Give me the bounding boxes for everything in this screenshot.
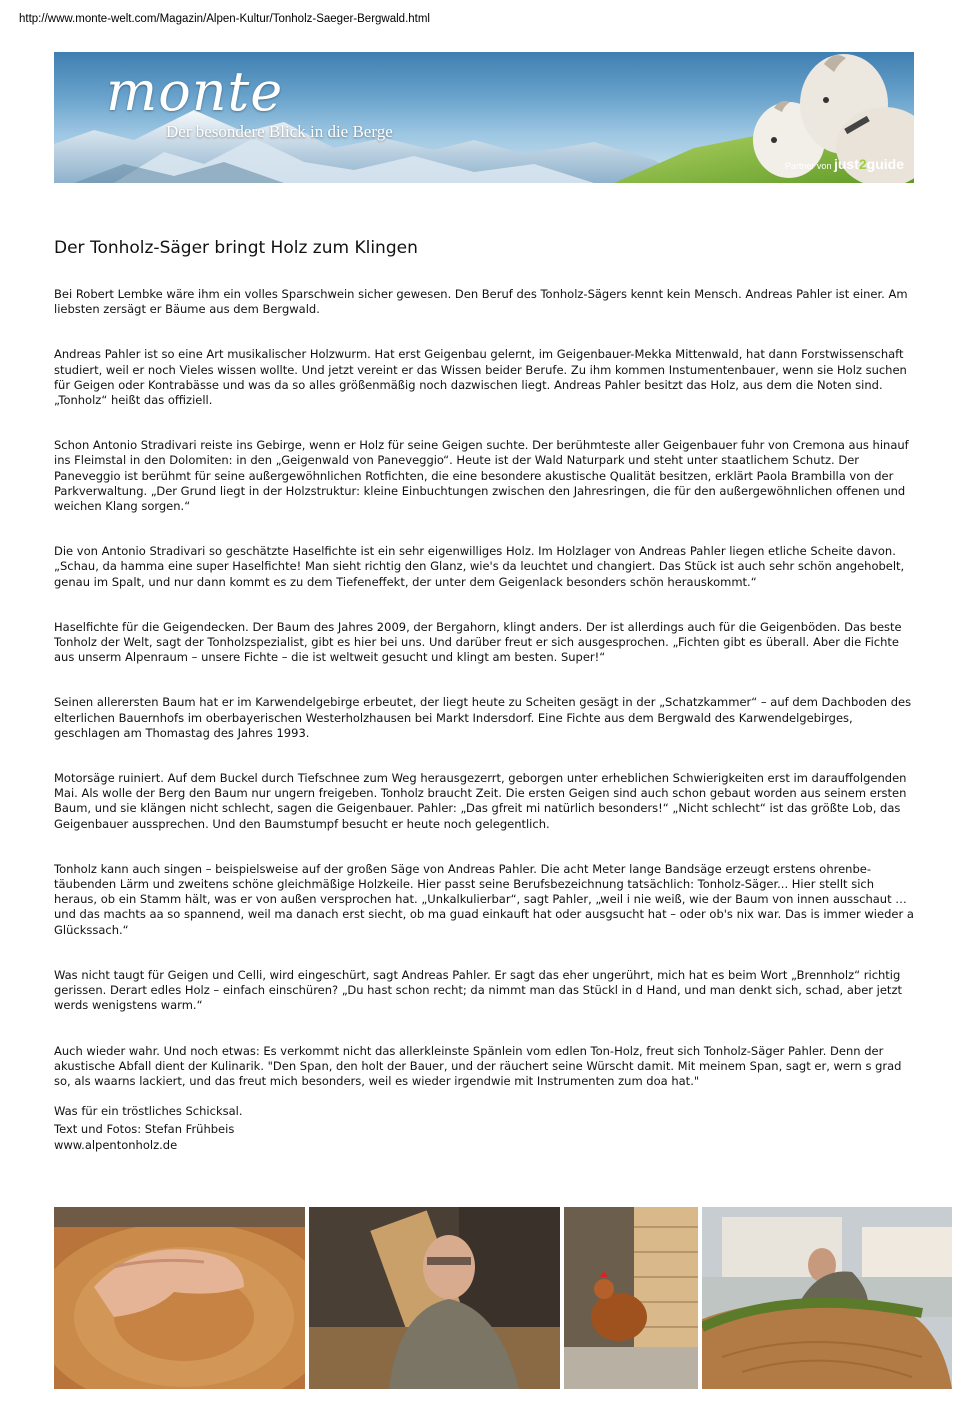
photo-chicken[interactable] — [564, 1207, 698, 1389]
article-paragraph: Andreas Pahler ist so eine Art musikalischer Holzwurm. Hat erst Geigenbau gelernt, im Geigenbauer-Mekka Mittenwald, hat dann Forstwissenschaft studiert, weil er noch Vieles wissen wollte. Und jetzt vereint er das Wissen beider Berufe. Zu ihm kommen Instumentenbauer, wenn sie Holz suchen für Geigen oder Kontrabässe und was da so alles größenmäßig noch dazwischen liegt. Andreas Pahler besitzt das Holz, aus dem die Noten sind. „Tonholz“ heißt das offiziell. — [54, 347, 907, 408]
article-body — [54, 287, 920, 1119]
photo-hand-on-wood[interactable] — [54, 1207, 305, 1389]
article-paragraph: Auch wieder wahr. Und noch etwas: Es verkommt nicht das allerkleinste Spänlein vom edlen Ton-Holz, freut sich Tonholz-Säger Pahler. Denn der akustische Abfall dient der Kulinarik. "Den Span, den holt der Bauer, und der räuchert seine Würscht damit. Mit meinem Span, sagt er, wern s grad so, als waarns lackiert, und das freut mich besonders, weil es wieder irgendwie mit Instrumenten zum doa hat." — [54, 1043, 902, 1088]
article-credits — [54, 1122, 234, 1153]
banner-tagline: Der besondere Blick in die Berge — [166, 122, 393, 141]
partner-brand[interactable]: just2guide — [833, 156, 904, 172]
article-title: Der Tonholz-Säger bringt Holz zum Klingen — [54, 238, 418, 258]
website-link[interactable]: www.alpentonholz.de — [54, 1137, 178, 1152]
article-paragraph: Seinen allerersten Baum hat er im Karwendelgebirge erbeutet, der liegt heute zu Scheiten gesägt in der „Schatzkammer“ – auf dem Dachboden des elterlichen Bauernhofs im oberbayerischen Westerholzhausen bei Markt Indersdorf. Eine Fichte aus dem Bergwald des Karwendelgebirges, geschlagen am Thomastag des Jahres 1993. — [54, 695, 912, 740]
partner-badge[interactable] — [785, 156, 904, 172]
article-closing: Was für ein tröstliches Schicksal. — [54, 1104, 243, 1119]
article-paragraph: Motorsäge ruiniert. Auf dem Buckel durch Tiefschnee zum Weg herausgezerrt, geborgen unter erheblichen Schwierigkeiten erst im darauffolgenden Mai. Als wolle der Berg den Baum nur ungern freigeben. Tonholz braucht Zeit. Die ersten Geigen sind auch schon gebaut worden aus seinem ersten Baum, und sie klängen nicht schlecht, sagen die Geigenbauer. Pahler: „Das gfreit mi natürlich besonders!“ „Nicht schlecht“ ist das größte Lob, das Geigenbauer aussprechen. Und den Baumstumpf besucht er heute noch gelegentlich. — [54, 771, 907, 831]
credit-line: Text und Fotos: Stefan Frühbeis — [54, 1122, 235, 1136]
monte-logo[interactable]: monte — [106, 60, 284, 123]
page-url: http://www.monte-welt.com/Magazin/Alpen-Kultur/Tonholz-Saeger-Bergwald.html — [19, 13, 430, 25]
article-paragraph: Schon Antonio Stradivari reiste ins Gebirge, wenn er Holz für seine Geigen suchte. Der berühmteste aller Geigenbauer fuhr von Cremona aus hinauf ins Fleimstal in den Dolomiten: in den „Geigenwald von Paneveggio“. Heute ist der Wald Naturpark und steht unter staatlichem Schutz. Der Paneveggio ist berühmt für seine außergewöhnlichen Rotfichten, die eine besondere akustische Qualität besitzen, erklärt Paola Brambilla von der Parkverwaltung. „Der Grund liegt in der Holzstruktur: kleine Einbuchtungen zwischen den Jahresringen, die für den außergewöhnlichen offenen und weichen Klang sorgen.“ — [54, 438, 909, 514]
header-banner[interactable] — [54, 52, 914, 183]
article-paragraph: Was nicht taugt für Geigen und Celli, wird eingeschürt, sagt Andreas Pahler. Er sagt das eher ungerührt, mich hat es beim Wort „Brennholz“ richtig gerissen. Derart edles Holz – einfach einschüren? „Du hast schon recht; da nimmt man das Stückl in d Hand, und man denkt sich, schad, aber jetzt werds wenigstens warm.“ — [54, 967, 902, 1013]
article-paragraph: Bei Robert Lembke wäre ihm ein volles Sparschwein sicher gewesen. Den Beruf des Tonholz-Sägers kennt kein Mensch. Andreas Pahler ist einer. Am liebsten zersägt er Bäume aus dem Bergwald. — [54, 287, 908, 317]
partner-label: Partner von — [784, 161, 832, 171]
article-paragraph: Tonholz kann auch singen – beispielsweise auf der großen Säge von Andreas Pahler. Die acht Meter lange Bandsäge erzeugt erstens ohrenbe-täubenden Lärm und zweitens schöne gleichmäßige Holzkeile. Hier passt seine Berufsbezeichnung tatsächlich: Tonholz-Säger... Hier stellt sich heraus, ob ein Stamm hält, was er von außen versprochen hat. „Unkalkulierbar“, sagt Pahler, „weil i nie weiß, wie der Baum von innen ausschaut … und das machts aa so spannend, weil ma danach erst siecht, ob ma guad einkauft hat oder ausgsucht hat – oder ob's nix war. Das is immer wieder a Glückssach.“ — [54, 861, 914, 937]
photo-man-with-wood[interactable] — [309, 1207, 560, 1389]
photo-man-at-tree[interactable] — [702, 1207, 952, 1389]
article-paragraph: Haselfichte für die Geigendecken. Der Baum des Jahres 2009, der Bergahorn, klingt anders. Der ist allerdings auch für die Geigenböden. Das beste Tonholz der Welt, sagt der Tonholzspezialist, gibt es hier bei uns. Und darüber freut er sich ausgesprochen. „Fichten gibt es überall. Aber die Fichte aus unserm Alpenraum – unsere Fichte – die ist weltweit gesucht und klingt am besten. Super!“ — [54, 619, 902, 665]
article-paragraph: Die von Antonio Stradivari so geschätzte Haselfichte ist ein sehr eigenwilliges Holz. Im Holzlager von Andreas Pahler liegen etliche Scheite davon. „Schau, da hamma eine super Haselfichte! Man sieht richtig den Glanz, wie's da leuchtet und changiert. Das Stück ist auch sehr schön angehobelt, genau im Spalt, und nur dann kommt es zu dem Tiefeneffekt, der unter dem Geigenlack besonders schön herauskommt.“ — [54, 544, 905, 589]
